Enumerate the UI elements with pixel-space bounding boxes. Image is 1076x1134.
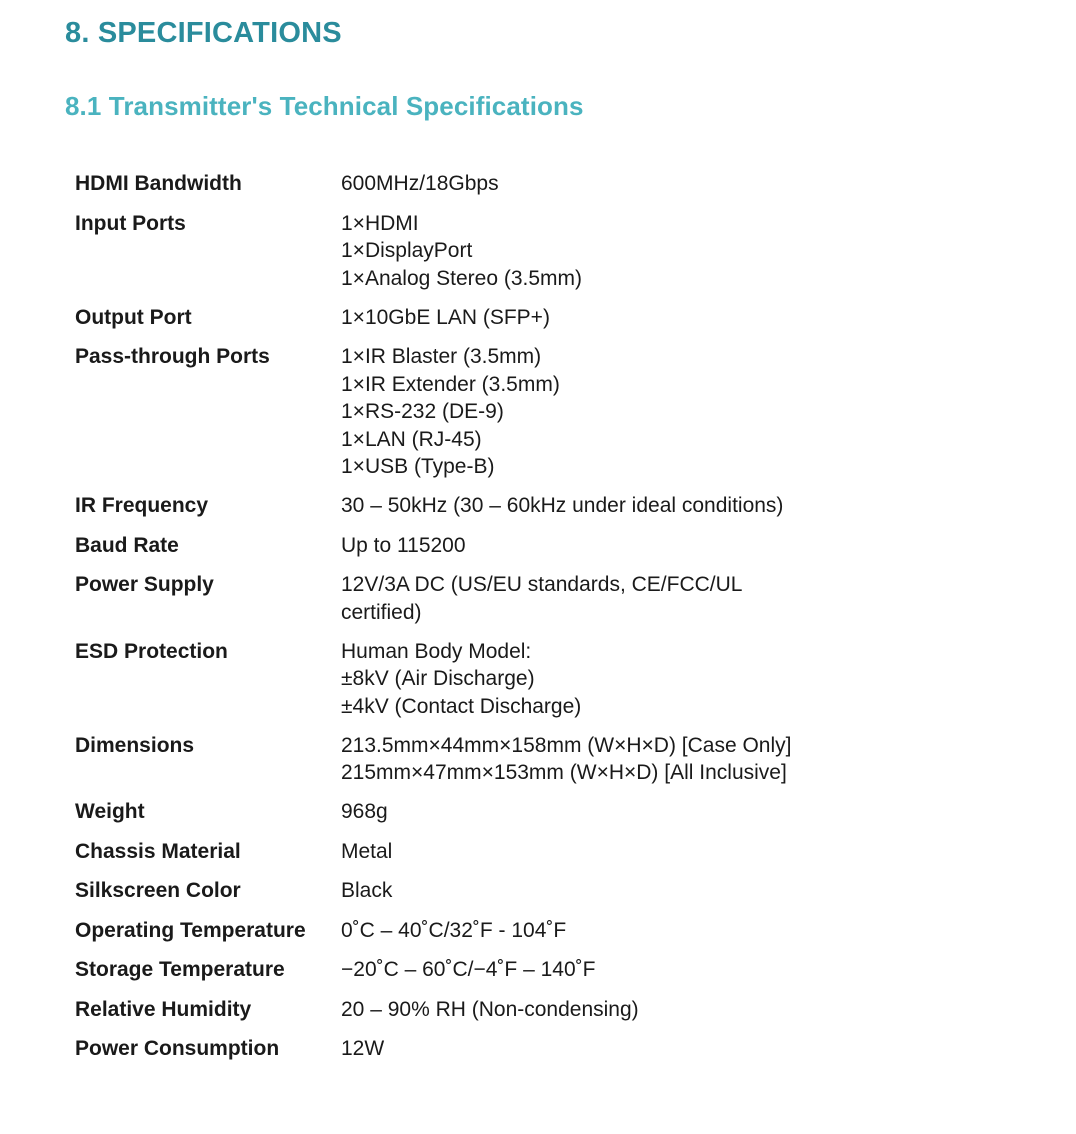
- spec-row: [75, 956, 975, 984]
- spec-values: [341, 996, 975, 1024]
- spec-values: [341, 304, 975, 332]
- spec-row: [75, 170, 975, 198]
- subsection-title: 8.1 Transmitter's Technical Specifications: [65, 91, 584, 121]
- spec-value: 0˚C – 40˚C/32˚F - 104˚F: [341, 918, 567, 942]
- spec-value: 215mm×47mm×153mm (W×H×D) [All Inclusive]: [341, 761, 787, 784]
- spec-values: [341, 532, 975, 560]
- spec-value: 213.5mm×44mm×158mm (W×H×D) [Case Only]: [341, 733, 792, 757]
- spec-row: [75, 917, 975, 945]
- spec-row: [75, 343, 975, 481]
- spec-values: [341, 956, 975, 984]
- spec-values: [341, 571, 975, 626]
- spec-row: [75, 492, 975, 520]
- spec-label: Chassis Material: [75, 839, 241, 863]
- spec-values: [341, 838, 975, 866]
- spec-value: Metal: [341, 839, 393, 863]
- spec-label: Relative Humidity: [75, 997, 252, 1021]
- spec-value: 1×USB (Type-B): [341, 455, 495, 478]
- spec-label: Silkscreen Color: [75, 879, 241, 902]
- spec-label: Storage Temperature: [75, 958, 285, 981]
- spec-value: 600MHz/18Gbps: [341, 172, 499, 195]
- spec-row: [75, 532, 975, 560]
- spec-value: 1×Analog Stereo (3.5mm): [341, 266, 583, 290]
- spec-label: Output Port: [75, 305, 192, 329]
- spec-label: IR Frequency: [75, 494, 209, 517]
- spec-value: 1×HDMI: [341, 211, 419, 235]
- spec-value: Black: [341, 879, 393, 902]
- spec-values: [341, 877, 975, 905]
- spec-value: 20 – 90% RH (Non-condensing): [341, 997, 639, 1021]
- spec-label: Baud Rate: [75, 533, 179, 557]
- section-title: 8. SPECIFICATIONS: [65, 17, 342, 49]
- spec-values: [341, 732, 975, 787]
- spec-value: 1×10GbE LAN (SFP+): [341, 305, 550, 329]
- spec-values: [341, 170, 975, 198]
- spec-row: [75, 304, 975, 332]
- spec-table: [75, 170, 975, 1075]
- spec-value: 30 – 50kHz (30 – 60kHz under ideal conditions): [341, 494, 784, 517]
- spec-row: [75, 732, 975, 787]
- spec-value: 12V/3A DC (US/EU standards, CE/FCC/UL certified): [341, 573, 742, 624]
- spec-values: [341, 492, 975, 520]
- spec-values: [341, 343, 975, 481]
- spec-value: 1×RS-232 (DE-9): [341, 400, 504, 423]
- spec-row: [75, 638, 975, 721]
- spec-row: [75, 210, 975, 293]
- spec-values: [341, 917, 975, 945]
- spec-values: [341, 210, 975, 293]
- spec-row: [75, 877, 975, 905]
- spec-row: [75, 798, 975, 826]
- spec-value: ±8kV (Air Discharge): [341, 667, 535, 690]
- spec-values: [341, 638, 975, 721]
- spec-row: [75, 996, 975, 1024]
- spec-value: 1×IR Blaster (3.5mm): [341, 345, 542, 368]
- spec-label: Pass-through Ports: [75, 345, 270, 368]
- spec-label: ESD Protection: [75, 639, 228, 663]
- spec-label: Dimensions: [75, 733, 195, 757]
- spec-label: Power Supply: [75, 573, 214, 596]
- spec-label: Operating Temperature: [75, 918, 306, 942]
- spec-row: [75, 838, 975, 866]
- spec-value: 1×LAN (RJ-45): [341, 427, 482, 451]
- spec-values: [341, 798, 975, 826]
- spec-value: Human Body Model:: [341, 639, 532, 663]
- spec-value: 968g: [341, 800, 388, 823]
- spec-label: HDMI Bandwidth: [75, 172, 242, 195]
- spec-row: [75, 1035, 975, 1063]
- spec-label: Weight: [75, 800, 145, 823]
- spec-value: 1×IR Extender (3.5mm): [341, 372, 560, 396]
- spec-value: ±4kV (Contact Discharge): [341, 694, 582, 718]
- spec-value: 1×DisplayPort: [341, 239, 473, 262]
- spec-value: −20˚C – 60˚C/−4˚F – 140˚F: [341, 958, 596, 981]
- spec-label: Input Ports: [75, 211, 186, 235]
- spec-label: Power Consumption: [75, 1037, 280, 1060]
- spec-value: 12W: [341, 1037, 385, 1060]
- spec-row: [75, 571, 975, 626]
- spec-values: [341, 1035, 975, 1063]
- spec-value: Up to 115200: [341, 533, 466, 557]
